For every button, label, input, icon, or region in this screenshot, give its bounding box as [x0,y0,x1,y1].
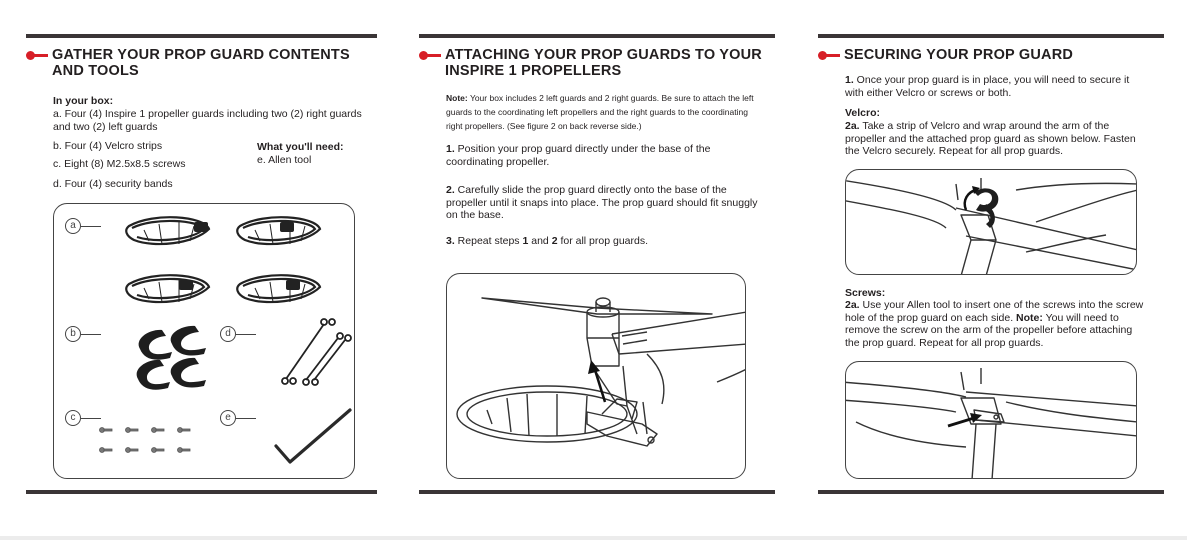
need-heading: What you'll need: [257,141,344,153]
figure-label-e: e [220,410,236,426]
box-item-b: b. Four (4) Velcro strips [53,140,163,152]
screws-heading: Screws: [845,287,886,299]
screws-figure [845,361,1137,479]
allen-tool-illustration [54,204,355,479]
page-bottom-edge [0,536,1187,540]
gather-section [26,0,378,540]
need-item-e: e. Allen tool [257,154,312,166]
box-item-a: a. Four (4) Inspire 1 propeller guards including two (2) right guards and two (2) left guards [53,108,362,133]
attach-note: Note: Your box includes 2 left guards and 2 right guards. Be sure to attach the left guards to the coordinating left propellers and the right guards to the coordinating right propellers. (See figure 2 on back reverse side.) [446,93,754,131]
attach-figure [446,273,746,479]
attach-step-1: 1. Position your prop guard directly under the base of the coordinating propeller. [446,143,711,168]
attach-step-2: 2. Carefully slide the prop guard directly onto the base of the propeller until it snaps into place. The prop guard should fit snuggly on the base. [446,184,758,221]
velcro-figure [845,169,1137,275]
secure-intro: 1. Once your prop guard is in place, you will need to secure it with either Velcro or screws or both. [845,74,1130,99]
velcro-instructions: 2a. Take a strip of Velcro and wrap around the arm of the propeller and the attached prop guard as shown below. Fasten the Velcro securely. Repeat for all prop guards. [845,120,1136,157]
figure-label-d: d [220,326,236,342]
figure-label-b: b [65,326,81,342]
velcro-heading: Velcro: [845,107,881,119]
velcro-wrap-illustration [846,170,1137,275]
secure-title: SECURING YOUR PROP GUARD [844,47,1074,63]
gather-title: GATHER YOUR PROP GUARD CONTENTS AND TOOLS [52,47,350,79]
attach-title: ATTACHING YOUR PROP GUARDS TO YOUR INSPIRE 1 PROPELLERS [445,47,762,79]
box-item-c: c. Eight (8) M2.5x8.5 screws [53,158,186,170]
red-bullet-icon [818,51,840,60]
screws-instructions: 2a. Use your Allen tool to insert one of the screws into the screw hole of the prop guard on each side. Note: You will need to remove the screw on the arm of the propeller before attaching the prop guard. Repeat for all prop guards. [845,299,1144,349]
figure-label-a: a [65,218,81,234]
attach-section [419,0,775,540]
in-box-heading: In your box: [53,95,114,107]
screw-insert-illustration [846,362,1137,479]
red-bullet-icon [419,51,441,60]
secure-section [818,0,1164,540]
figure-label-c: c [65,410,81,426]
prop-guard-attach-illustration [447,274,746,479]
contents-figure [53,203,355,479]
red-bullet-icon [26,51,48,60]
box-item-d: d. Four (4) security bands [53,178,173,190]
attach-step-3: 3. Repeat steps 1 and 2 for all prop guards. [446,235,648,247]
